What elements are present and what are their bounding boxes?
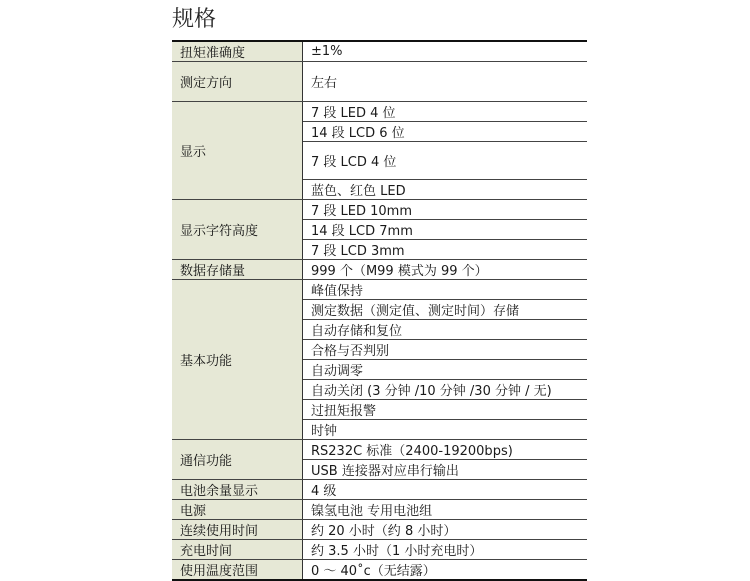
spec-value: 峰值保持 <box>303 280 588 300</box>
spec-value: 4 级 <box>303 480 588 500</box>
spec-label: 基本功能 <box>172 280 303 440</box>
spec-value: ±1% <box>303 41 588 62</box>
spec-value: 过扭矩报警 <box>303 400 588 420</box>
spec-label: 数据存储量 <box>172 260 303 280</box>
spec-row <box>172 41 587 62</box>
spec-row <box>172 200 587 220</box>
spec-row <box>172 440 587 460</box>
spec-value: 镍氢电池 专用电池组 <box>303 500 588 520</box>
spec-value: 约 20 小时（约 8 小时） <box>303 520 588 540</box>
spec-value: 测定数据（测定值、测定时间）存储 <box>303 300 588 320</box>
spec-value: 0 ～ 40˚c（无结露） <box>311 564 436 579</box>
spec-label: 电池余量显示 <box>172 480 303 500</box>
spec-value: 7 段 LED 4 位 <box>303 102 588 122</box>
spec-value: USB 连接器对应串行输出 <box>303 460 588 480</box>
spec-value: 合格与否判别 <box>303 340 588 360</box>
spec-value: 左右 <box>303 62 588 102</box>
spec-row <box>172 480 587 500</box>
spec-table <box>172 40 587 581</box>
spec-value: 时钟 <box>303 420 588 440</box>
spec-label: 显示 <box>172 102 303 200</box>
spec-value: 自动调零 <box>303 360 588 380</box>
spec-row <box>172 540 587 560</box>
spec-value: RS232C 标准（2400-19200bps) <box>303 440 588 460</box>
spec-value: 14 段 LCD 7mm <box>303 220 588 240</box>
spec-row <box>172 280 587 300</box>
spec-value: 约 3.5 小时（1 小时充电时） <box>303 540 588 560</box>
spec-label: 显示字符高度 <box>172 200 303 260</box>
spec-row <box>172 520 587 540</box>
spec-value: 14 段 LCD 6 位 <box>303 122 588 142</box>
spec-value: 自动存储和复位 <box>303 320 588 340</box>
spec-label: 连续使用时间 <box>172 520 303 540</box>
spec-value: 7 段 LCD 3mm <box>303 240 588 260</box>
spec-label: 使用温度范围 <box>172 560 303 581</box>
spec-row <box>172 500 587 520</box>
spec-row <box>172 102 587 122</box>
spec-label: 扭矩准确度 <box>172 41 303 62</box>
spec-value: 999 个（M99 模式为 99 个） <box>303 260 588 280</box>
spec-label: 通信功能 <box>172 440 303 480</box>
spec-value: 自动关闭 (3 分钟 /10 分钟 /30 分钟 / 无) <box>303 380 588 400</box>
spec-value: 7 段 LED 10mm <box>303 200 588 220</box>
page-title: 规格 <box>172 7 217 32</box>
spec-table-body <box>172 41 587 580</box>
spec-label: 电源 <box>172 500 303 520</box>
spec-row <box>172 260 587 280</box>
spec-row <box>172 560 587 581</box>
spec-value: 7 段 LCD 4 位 <box>303 142 588 180</box>
spec-row <box>172 62 587 102</box>
spec-label: 测定方向 <box>172 62 303 102</box>
spec-label: 充电时间 <box>172 540 303 560</box>
spec-value: 蓝色、红色 LED <box>303 180 588 200</box>
